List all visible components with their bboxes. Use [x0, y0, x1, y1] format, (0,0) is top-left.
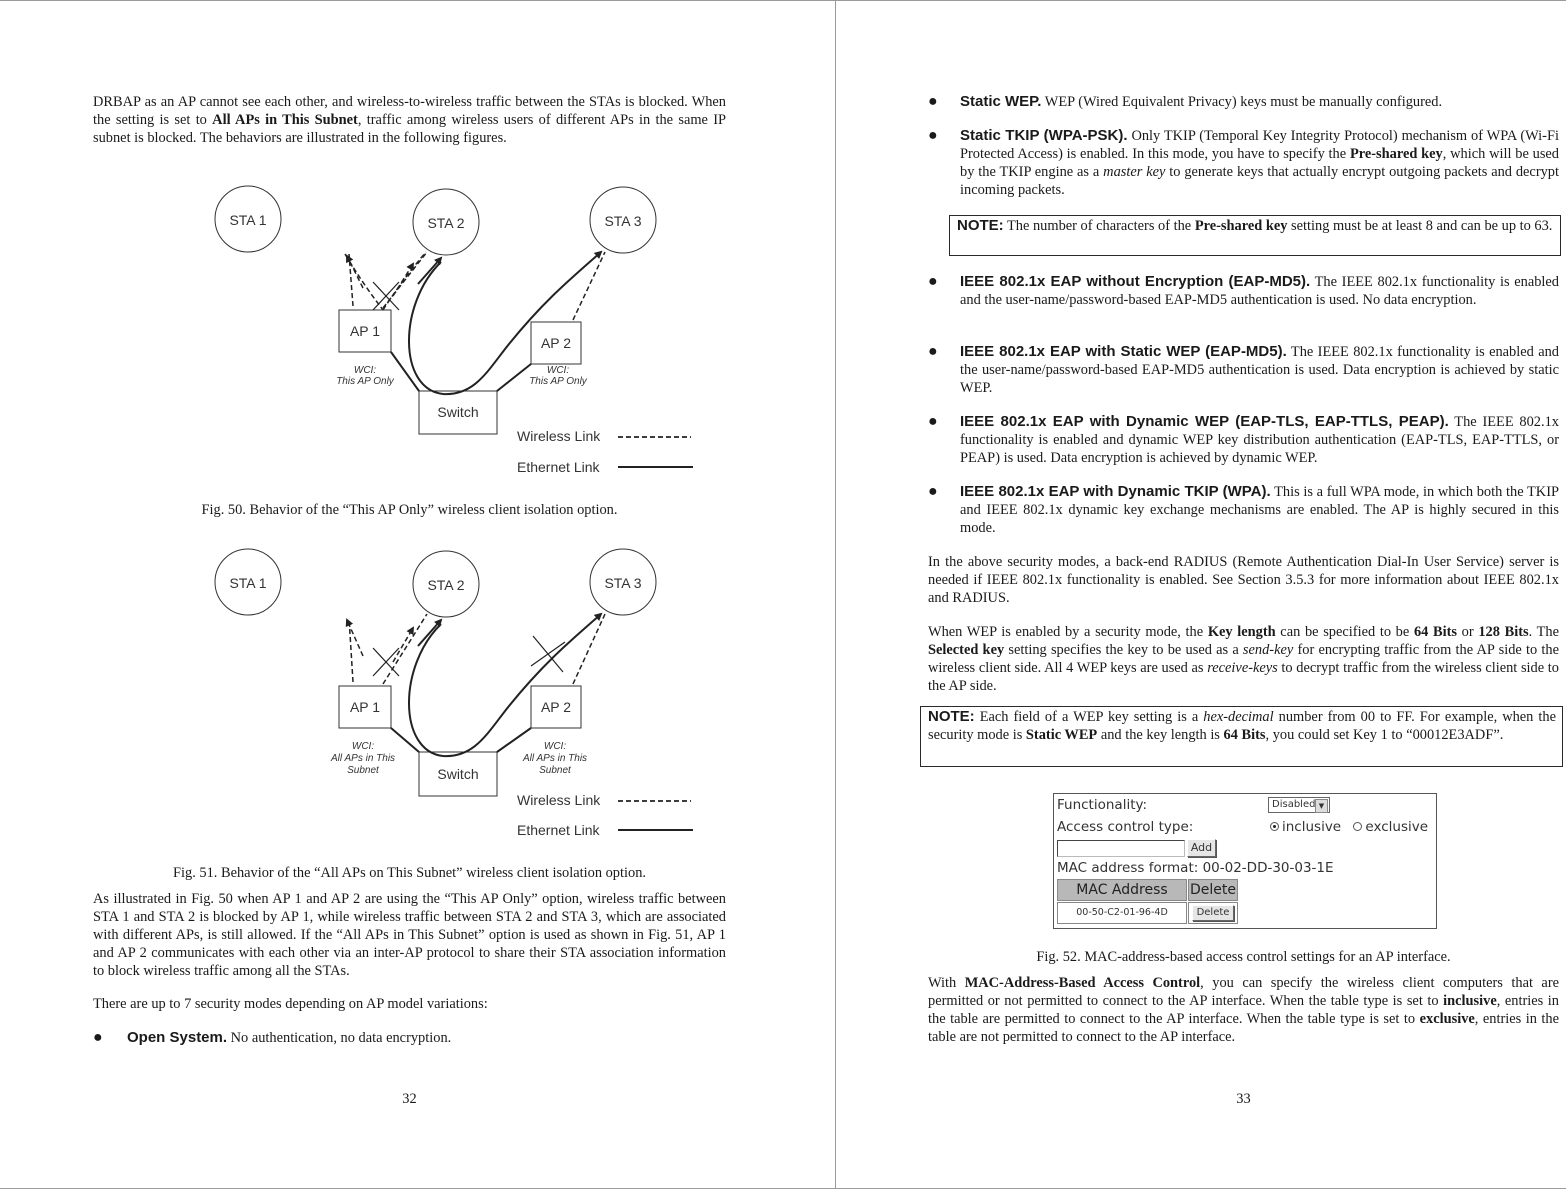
fig51-sta1-label: STA 1	[229, 575, 267, 591]
fig50-sta3-label: STA 3	[604, 213, 642, 229]
bullet-italic: master key	[1103, 164, 1166, 180]
fig51-arrow-sta2	[393, 628, 413, 662]
fig51-ap1-wci-line1: All APs in This	[330, 753, 396, 764]
bullet-static-wep	[928, 93, 1559, 111]
note-text: number from 00 to FF. For example, when the security mode is	[928, 709, 1556, 743]
bullet-title: IEEE 802.1x EAP with Dynamic TKIP (WPA).	[960, 483, 1271, 500]
bullet-dot-icon: ●	[928, 343, 938, 360]
bullet-text: Only TKIP (Temporal Key Integrity Protocol) mechanism of WPA (Wi-Fi Protected Access) is enabled. In this mode, you have to specify the	[960, 128, 1559, 162]
fig50-switch-label: Switch	[437, 404, 479, 420]
note-text: and the key length is	[1097, 727, 1224, 743]
note-text: , you could set Key 1 to “00012E3ADF”.	[1265, 727, 1504, 743]
mac-text: With	[928, 975, 965, 991]
fig50-sta1-label: STA 1	[229, 212, 267, 228]
wep-text: or	[1457, 624, 1479, 640]
fig51-ap2-wci-line2: Subnet	[539, 765, 571, 776]
functionality-label: Functionality:	[1057, 797, 1148, 813]
bullet-eap-md5	[928, 273, 1559, 309]
fig50-allowed-arrow-sta2	[418, 258, 441, 284]
fig51-legend-ethernet: Ethernet Link	[517, 822, 600, 838]
note-wep-key	[920, 706, 1563, 767]
bullet-title: IEEE 802.1x EAP with Static WEP (EAP-MD5).	[960, 343, 1287, 360]
bullet-dot-icon: ●	[928, 483, 938, 500]
wep-text: setting specifies the key to be used as a	[1004, 642, 1243, 658]
bullet-dot-icon: ●	[93, 1029, 103, 1046]
mac-paragraph	[928, 974, 1559, 1046]
fig51-caption: Fig. 51. Behavior of the “All APs on This Subnet” wireless client isolation option.	[173, 865, 646, 881]
bullet-text-2: , which will be used by the TKIP engine as a	[960, 146, 1560, 180]
fig50-arrow-sta1	[347, 256, 363, 288]
fig50-allowed-path	[409, 252, 601, 394]
bullet-text: The IEEE 802.1x functionality is enabled and the user-name/password-based EAP-MD5 authentication is used. No data encryption.	[960, 274, 1559, 308]
fig50-diagram	[213, 184, 693, 489]
fig50-eth-ap2-switch	[497, 364, 531, 391]
fig50-caption: Fig. 50. Behavior of the “This AP Only” wireless client isolation option.	[201, 502, 618, 518]
mac-text: , entries in the table are permitted to connect to the AP interface. When the table type is set to	[928, 993, 1559, 1027]
note-italic: hex-decimal	[1203, 709, 1274, 725]
wep-text: . The	[1528, 624, 1559, 640]
fig51-legend-wireless: Wireless Link	[517, 792, 601, 808]
intro-text: DRBAP as an AP cannot see each other, and wireless-to-wireless traffic between the STAs is blocked. When the setting is set to	[93, 94, 726, 128]
mac-text: , you can specify the wireless client computers that are permitted or not permitted to connect to the AP interface. When the table type is set to	[928, 975, 1559, 1009]
fig51-sta3-label: STA 3	[604, 575, 642, 591]
inclusive-label: inclusive	[1282, 819, 1342, 835]
bullet-title: Static TKIP (WPA-PSK).	[960, 127, 1128, 144]
wep-bold: Key length	[1207, 624, 1276, 640]
wep-text: When WEP is enabled by a security mode, the	[928, 624, 1208, 640]
mac-bold: MAC-Address-Based Access Control	[964, 975, 1201, 991]
fig52-caption: Fig. 52. MAC-address-based access control settings for an AP interface.	[1036, 949, 1451, 965]
wep-bold: 128 Bits	[1478, 624, 1529, 640]
functionality-value: Disabled	[1272, 799, 1316, 810]
radius-paragraph: In the above security modes, a back-end RADIUS (Remote Authentication Dial-In User Service) server is needed if IEEE 802.1x functionality is enabled. See Section 3.5.3 for more information about IEEE 802.1x and RADIUS.	[928, 554, 1559, 606]
note-preshared-key	[949, 215, 1561, 256]
fig50-ap2-label: AP 2	[540, 335, 572, 351]
page-gutter	[835, 0, 836, 1189]
bullet-dot-icon: ●	[928, 93, 938, 110]
wep-bold: Selected key	[928, 642, 1005, 658]
mac-address-input[interactable]	[1057, 840, 1185, 857]
fig50-arrow-sta2	[393, 264, 413, 296]
delete-row-button[interactable]: Delete	[1192, 905, 1234, 921]
left-page	[93, 0, 726, 1189]
bullet-text-3: to generate keys that actually encrypt outgoing packets and decrypt incoming packets.	[960, 164, 1559, 198]
fig50-legend-wireless: Wireless Link	[517, 428, 601, 444]
fig51-wl-sta1-ap1	[349, 618, 353, 682]
bullet-text: WEP (Wired Equivalent Privacy) keys must be manually configured.	[1041, 94, 1443, 110]
bullet-text: The IEEE 802.1x functionality is enabled and dynamic WEP key distribution authentication (EAP-TLS, EAP-TTLS, or PEAP) is used. Data encryption is achieved by dynamic WEP.	[960, 414, 1559, 466]
wep-paragraph	[928, 623, 1559, 695]
note-text-2: setting must be at least 8 and can be up to 63.	[1287, 218, 1553, 234]
fig50-ap2-wci-value: This AP Only	[529, 376, 587, 387]
fig50-ap1-wci-value: This AP Only	[336, 376, 394, 387]
right-page	[928, 0, 1559, 1189]
col-mac-header: MAC Address	[1057, 879, 1187, 901]
wep-text: for encrypting traffic from the AP side to the wireless client side. All 4 WEP keys are used as	[928, 642, 1559, 676]
mac-text: , entries in the table are not permitted to connect to the AP interface.	[928, 1011, 1560, 1045]
col-delete-header: Delete	[1188, 879, 1238, 901]
functionality-select[interactable]	[1268, 797, 1330, 813]
fig50-blocked-path	[345, 252, 426, 310]
note-bold: Pre-shared key	[1194, 218, 1288, 234]
note-bold: Static WEP	[1025, 727, 1098, 743]
intro-paragraph	[93, 93, 726, 147]
note-bold: 64 Bits	[1223, 727, 1266, 743]
fig51-ap1-wci-line2: Subnet	[347, 765, 379, 776]
note-label: NOTE:	[957, 217, 1004, 234]
fig51-arrow-sta1	[347, 620, 363, 656]
bullet-title: IEEE 802.1x EAP with Dynamic WEP (EAP-TLS, EAP-TTLS, PEAP).	[960, 413, 1449, 430]
bullet-bold: Pre-shared key	[1349, 146, 1443, 162]
wep-text: can be specified to be	[1275, 624, 1414, 640]
fig51-diagram	[213, 546, 693, 851]
inclusive-radio[interactable]	[1270, 822, 1279, 831]
mac-bold: exclusive	[1419, 1011, 1475, 1027]
bullet-title: IEEE 802.1x EAP without Encryption (EAP-MD5).	[960, 273, 1311, 290]
bullet-text: The IEEE 802.1x functionality is enabled and the user-name/password-based EAP-MD5 authentication is used. Data encryption is achieved by static WEP.	[960, 344, 1559, 396]
exclusive-label: exclusive	[1365, 819, 1429, 835]
intro-bold: All APs in This Subnet	[212, 112, 358, 128]
table-row-mac: 00-50-C2-01-96-4D	[1057, 902, 1187, 924]
bullet-dot-icon: ●	[928, 127, 938, 144]
fig51-ap2-wci-line1: All APs in This	[522, 753, 588, 764]
fig51-ap2-label: AP 2	[540, 699, 572, 715]
bullet-text: No authentication, no data encryption.	[227, 1030, 452, 1046]
fig51-eth-ap2-switch	[497, 728, 531, 752]
fig51-ap2-wci: WCI:	[543, 741, 567, 752]
page-number-right: 33	[1236, 1091, 1251, 1107]
page-number-left: 32	[402, 1091, 417, 1107]
note-text: Each field of a WEP key setting is a	[974, 709, 1204, 725]
bullet-eap-dynamic-wep	[928, 413, 1559, 467]
mac-format-hint: MAC address format: 00-02-DD-30-03-1E	[1057, 860, 1334, 876]
fig51-ap1-label: AP 1	[349, 699, 381, 715]
chevron-down-icon: ▼	[1315, 799, 1328, 813]
note-label: NOTE:	[928, 708, 975, 725]
wep-bold: 64 Bits	[1413, 624, 1458, 640]
exclusive-radio[interactable]	[1353, 822, 1362, 831]
note-text: The number of characters of the	[1003, 218, 1195, 234]
bullet-eap-dynamic-tkip	[928, 483, 1559, 537]
fig51-sta2-label: STA 2	[427, 577, 465, 593]
fig50-sta2-label: STA 2	[427, 215, 465, 231]
fig51-ap1-wci: WCI:	[351, 741, 375, 752]
illustrated-paragraph: As illustrated in Fig. 50 when AP 1 and AP 2 are using the “This AP Only” option, wireless traffic between STA 1 and STA 2 is blocked by AP 1, while wireless traffic between STA 2 and STA 3, which are associated with different APs, is still allowed. If the “All APs in This Subnet” option is used as shown in Fig. 51, AP 1 and AP 2 communicates with each other via an inter-AP protocol to share their STA association information to block wireless traffic among all the STAs.	[93, 891, 726, 979]
intro-text-2: , traffic among wireless users of different APs in the same IP subnet is blocked. The behaviors are illustrated in the following figures.	[93, 112, 726, 146]
bullet-open-system	[93, 1029, 726, 1047]
fig50-legend-ethernet: Ethernet Link	[517, 459, 600, 475]
access-type-options	[1270, 819, 1428, 835]
bullet-title: Open System.	[127, 1029, 228, 1046]
fig50-ap1-wci: WCI:	[353, 365, 377, 376]
bullet-eap-static-wep	[928, 343, 1559, 397]
access-type-label: Access control type:	[1057, 819, 1194, 835]
mac-access-control-panel	[1053, 793, 1437, 929]
fig51-blocked-path	[409, 614, 601, 756]
wep-text: to decrypt traffic from the wireless client side to the AP side.	[928, 660, 1559, 694]
mac-bold: inclusive	[1443, 993, 1497, 1009]
fig50-ap1-label: AP 1	[349, 323, 381, 339]
bullet-dot-icon: ●	[928, 273, 938, 290]
fig51-switch-label: Switch	[437, 766, 479, 782]
table-row-delete-cell	[1188, 902, 1238, 924]
add-button[interactable]: Add	[1187, 839, 1216, 857]
fig51-blocked-arrow-sta2	[418, 620, 441, 646]
bullet-title: Static WEP.	[960, 93, 1042, 110]
wep-italic: receive-keys	[1207, 660, 1278, 676]
modes-paragraph: There are up to 7 security modes depending on AP model variations:	[93, 996, 488, 1012]
bullet-text: This is a full WPA mode, in which both the TKIP and IEEE 802.1x dynamic key exchange mechanisms are enabled. The AP is highly secured in this mode.	[960, 484, 1559, 536]
bullet-dot-icon: ●	[928, 413, 938, 430]
fig51-wl-sta2-ap1	[383, 614, 427, 684]
fig50-ap2-wci: WCI:	[546, 365, 570, 376]
wep-italic: send-key	[1242, 642, 1294, 658]
bullet-static-tkip	[928, 127, 1559, 199]
